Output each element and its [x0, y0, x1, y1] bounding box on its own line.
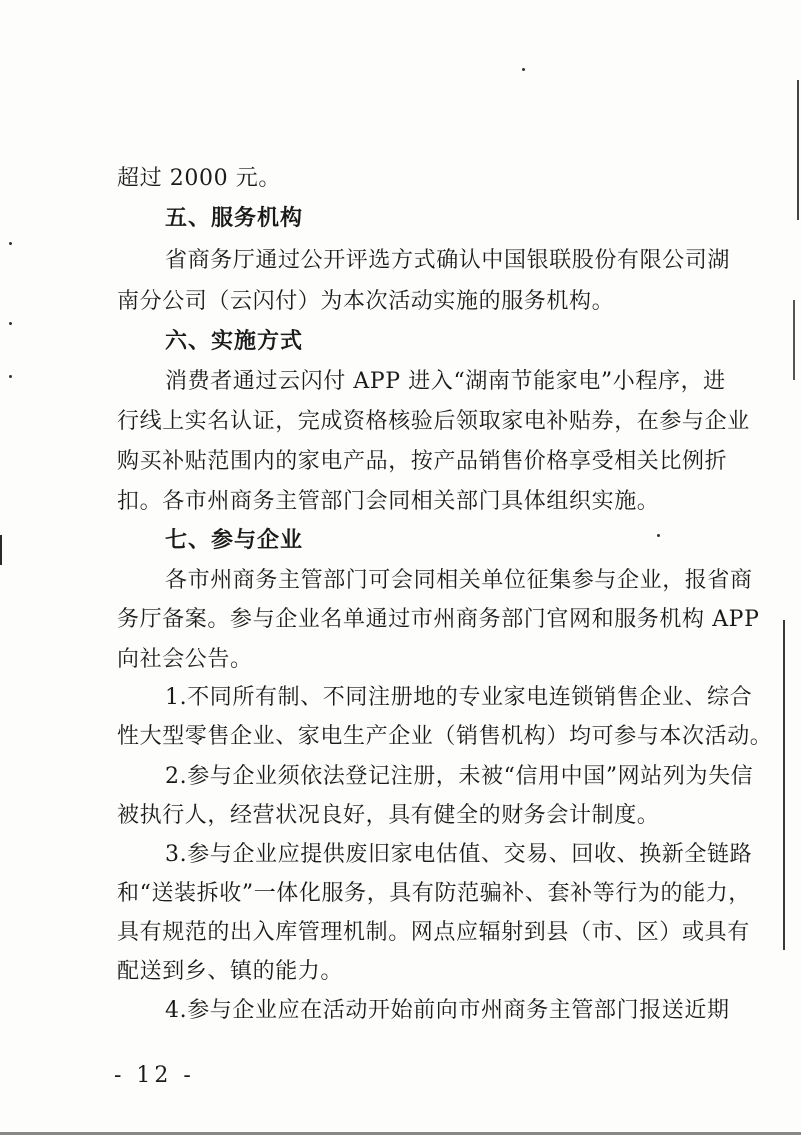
scan-dot: [9, 375, 12, 378]
section-heading: 六、实施方式: [165, 329, 304, 354]
text-line: 4.参与企业应在活动开始前向市州商务主管部门报送近期: [165, 998, 730, 1023]
text-line: 行线上实名认证，完成资格核验后领取家电补贴券，在参与企业: [117, 409, 750, 434]
text-line: 消费者通过云闪付 APP 进入“湖南节能家电”小程序，进: [165, 369, 726, 394]
text-line: 配送到乡、镇的能力。: [117, 959, 344, 984]
text-line: 具有规范的出入库管理机制。网点应辐射到县（市、区）或具有: [117, 920, 750, 945]
text-line: 扣。各市州商务主管部门会同相关部门具体组织实施。: [117, 489, 660, 514]
text-line: 被执行人，经营状况良好，具有健全的财务会计制度。: [117, 803, 660, 828]
text-line: 1.不同所有制、不同注册地的专业家电连锁销售企业、综合: [165, 685, 753, 710]
scan-right-edge-mark-2: [793, 300, 795, 380]
text-line: 性大型零售企业、家电生产企业（销售机构）均可参与本次活动。: [117, 724, 773, 749]
scan-left-edge-mark: [0, 535, 2, 565]
scan-right-edge-mark-3: [783, 620, 785, 950]
text-line: 2.参与企业须依法登记注册，未被“信用中国”网站列为失信: [165, 764, 754, 789]
text-line: 各市州商务主管部门可会同相关单位征集参与企业，报省商: [165, 568, 753, 593]
section-heading: 七、参与企业: [165, 528, 304, 553]
text-line: 省商务厅通过公开评选方式确认中国银联股份有限公司湖: [165, 248, 731, 273]
text-line: 购买补贴范围内的家电产品，按产品销售价格享受相关比例折: [117, 449, 728, 474]
text-line: 务厅备案。参与企业名单通过市州商务部门官网和服务机构 APP: [117, 607, 760, 632]
scan-dot: [9, 322, 12, 325]
text-line: 超过 2000 元。: [117, 166, 281, 191]
text-line: 向社会公告。: [117, 647, 253, 672]
scan-dot: [9, 242, 12, 245]
page-number: - 12 -: [114, 1063, 195, 1088]
text-line: 和“送装拆收”一体化服务，具有防范骗补、套补等行为的能力，: [117, 881, 751, 906]
scan-dot: [522, 68, 525, 71]
text-line: 3.参与企业应提供废旧家电估值、交易、回收、换新全链路: [165, 842, 753, 867]
scan-dot: [657, 534, 660, 537]
scan-right-edge-mark: [797, 80, 799, 220]
section-heading: 五、服务机构: [165, 206, 304, 231]
text-line: 南分公司（云闪付）为本次活动实施的服务机构。: [117, 289, 615, 314]
